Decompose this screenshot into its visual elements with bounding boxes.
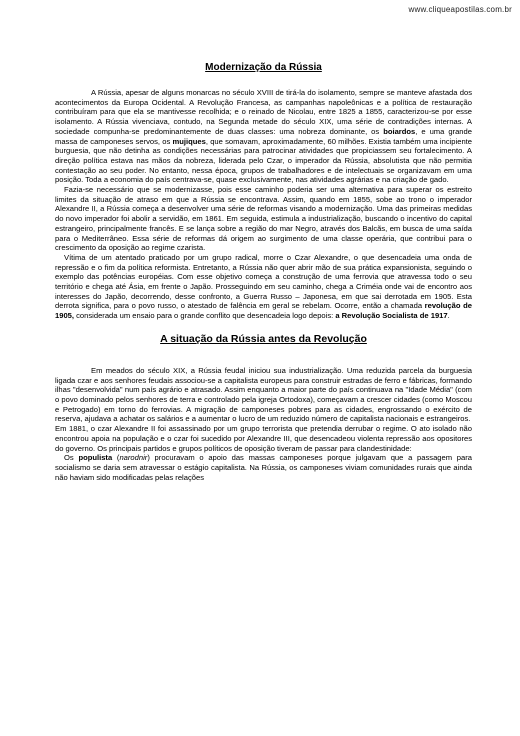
text-run: Vítima de um atentado praticado por um grupo radical, morre o Czar Alexandre, o que desencadeia uma onda de repressão e o fim da política reformista. Entretanto, a Rússia não quer abrir mão de sua prática expansionista, seguindo o exemplo das potências européias. Com esse objetivo começa a construção de uma ferrovia que atravessa todo o seu território e chega até Ásia, em frente o Japão. Prosseguindo em seu caminho, chega a Criméia onde vai de encontro aos interesses do Japão, decorrendo, desse confronto, a Guerra Russo – Japonesa, em que sai derrotada em 1905. Esta derrota significa, para o povo russo, o atestado de falência em geral se rebelam. Ocorre, então a chamada bbox=[55, 252, 472, 311]
text-run: ( bbox=[112, 453, 120, 463]
paragraph bbox=[55, 253, 472, 321]
bold-text: a Revolução Socialista de 1917 bbox=[335, 311, 448, 321]
text-run: , que somavam, aproximadamente, 60 milhões. Existia também uma incipiente burguesia, que não detinha as condições necessárias para patrocinar atividades que propiciassem seu fortalecimento. A direção política estava nas mãos da nobreza, liderada pelo Czar, o imperador da Rússia, absolutista que não permitia contestação ao seu poder. No entanto, nessa época, grupos de trabalhadores e de intelectuais se organizavam em uma posição. Toda a economia do país centrava-se, quase exclusivamente, nas atividades agrárias e na criação de gado. bbox=[55, 136, 472, 185]
bold-text: populista bbox=[78, 453, 113, 463]
bold-text: boiardos bbox=[383, 126, 416, 136]
bold-text: mujiques bbox=[172, 136, 206, 146]
text-run: . bbox=[447, 311, 450, 321]
text-run: considerada um ensaio para o grande conflito que desencadeia logo depois: bbox=[74, 311, 336, 321]
paragraph bbox=[55, 88, 472, 185]
text-run: , e uma grande massa de camponeses servos, os bbox=[55, 126, 472, 146]
paragraph: Fazia-se necessário que se modernizasse, pois esse caminho poderia ser uma alternativa para superar os estreito limites da situação de atraso em que a Rússia se encontrava. Assim, quando em 1855, sobe ao trono o imperador Alexandre II, a Rússia começa a desenvolver uma série de reformas visando a modernização. Uma das primeiras medidas do novo imperador foi abolir a servidão, em 1861. Em seguida, estimula a industrialização, buscando o incentivo do capital estrangeiro, principalmente francês. E se lança sobre a região do mar Negro, através dos Balcãs, em busca de uma saída para o Mediterrâneo. Essa série de reformas dá origem ao surgimento de uma classe operária, que contribui para o crescimento da oposição ao regime czarista. bbox=[55, 185, 472, 253]
bold-text: revolução de 1905, bbox=[55, 301, 472, 321]
text-run: A Rússia, apesar de alguns monarcas no século XVIII de tirá-la do isolamento, sempre se manteve afastada dos acontecimentos da Europa Ocidental. A Revolução Francesa, as campanhas napoleônicas e a política de restauração contribuíram para que ela se mantivesse recolhida; e o reinado de Nicolau, entre 1825 a 1855, caracterizou-se por esse isolamento. A Rússia vivenciava, contudo, na Segunda metade do século XIX, uma série de contradições internas. A sociedade compunha-se predominantemente de duas classes: uma nobreza dominante, os bbox=[55, 88, 472, 136]
text-run: Os bbox=[64, 453, 79, 463]
paragraph: Em 1881, o czar Alexandre II foi assassinado por um grupo terrorista que pretendia derrubar o regime. O ato isolado não encontrou apoia na população e o czar foi sucedido por Alexandre III, que desencadeou violenta repressão aos opositores do governo. Os principais partidos e grupos políticos de oposição tiveram de passar para clandestinidade: bbox=[55, 424, 472, 453]
document-page bbox=[55, 62, 472, 482]
italic-text: narodnir bbox=[119, 453, 148, 463]
section-title-modernizacao: Modernização da Rússia bbox=[205, 62, 322, 73]
paragraph: Em meados do século XIX, a Rússia feudal iniciou sua industrialização. Uma reduzida parcela da burguesia ligada czar e aos senhores feudais associou-se a capitalista europeus para construir estradas de ferro e fábricas, formando ilhas "desenvolvida" num país agrário e atrasado. Assim enquanto a maior parte do país continuava na "Idade Média" (com o povo dominado pelos senhores de terra e controlado pela igreja Ortodoxa), começavam a crescer cidades (como Moscou e Petrogado) em torno do ferrovias. A migração de camponeses pobres para as cidades, engrossando o exército de reserva, ajudava a achatar os salários e a aumentar o lucro de um reduzido número de capitalista nacionais e estrangeiros. bbox=[55, 365, 472, 424]
section-title-situacao: A situação da Rússia antes da Revolução bbox=[160, 332, 367, 345]
site-url[interactable]: www.cliqueapostilas.com.br bbox=[408, 5, 512, 14]
text-run: ) procuravam o apoio das massas camponeses porque julgavam que a passagem para socialismo se daria sem atravessar o estágio capitalista. Na Rússia, os camponeses viviam comunidades rurais que ainda não haviam sido modificadas pelas relações bbox=[55, 453, 472, 482]
paragraph bbox=[55, 453, 472, 482]
